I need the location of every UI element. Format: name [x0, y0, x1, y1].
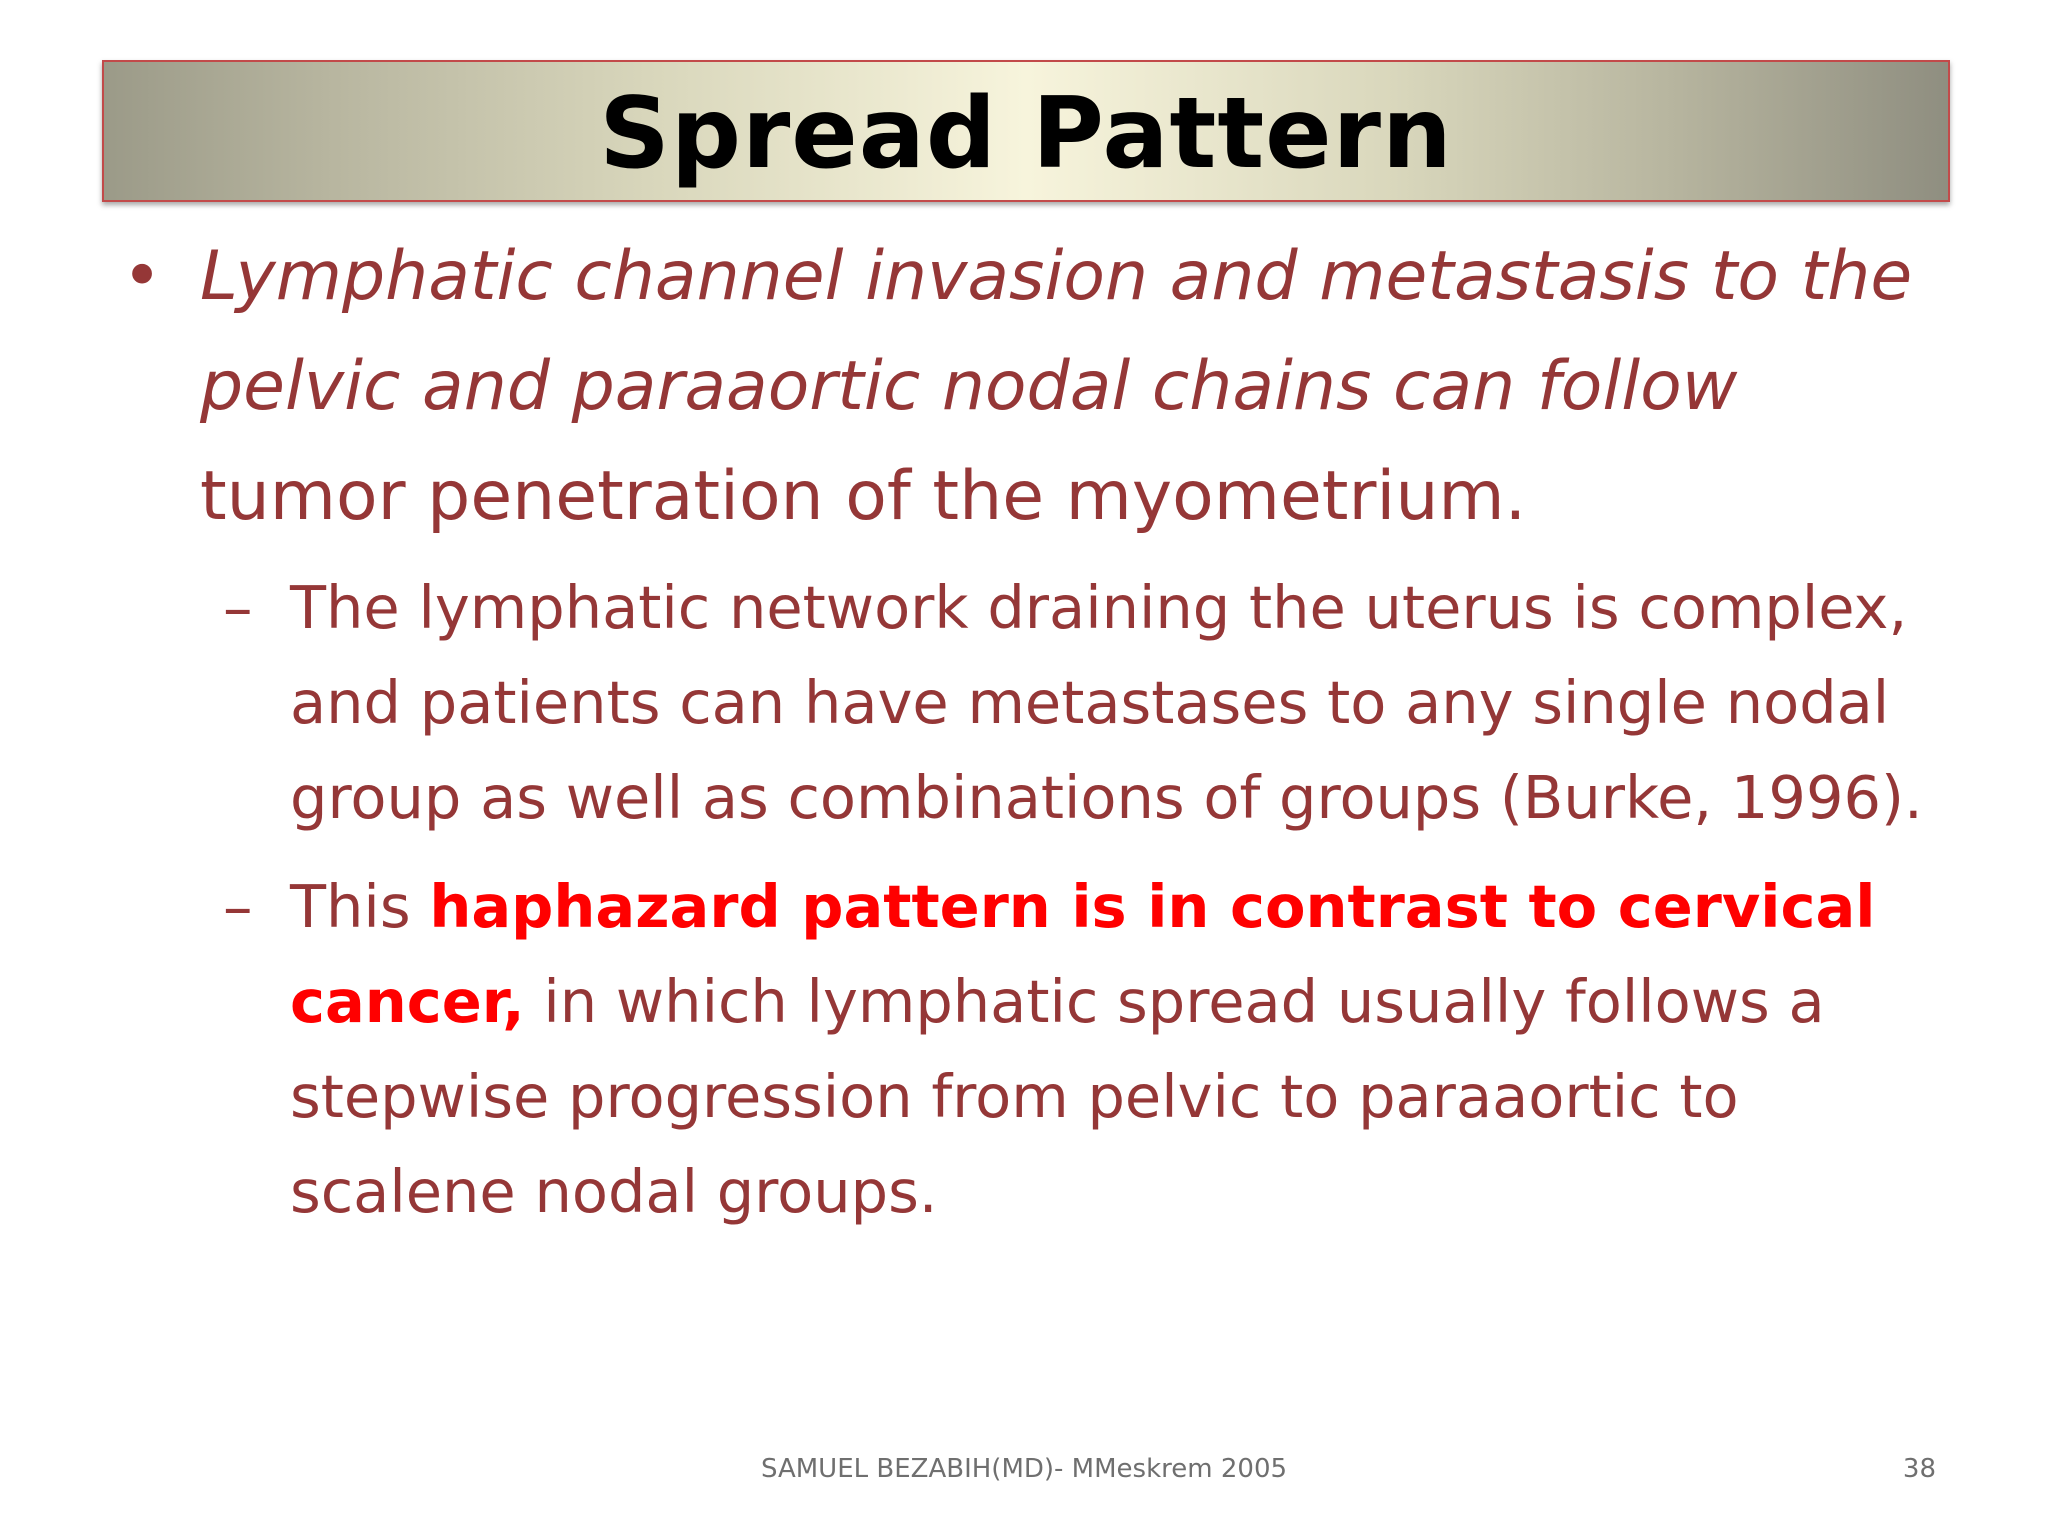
sub-bullet-1-text: The lymphatic network draining the uterus is complex, and patients can have metastases to any single nodal group as well as combinations of groups (Burke, 1996).: [290, 573, 1923, 832]
sub-bullet-1: [120, 560, 1950, 845]
bullet-dot-icon: •: [122, 237, 163, 316]
dash-icon: –: [223, 573, 253, 642]
sub-bullet-2-suffix: in which lymphatic spread usually follows a stepwise progression from pelvic to paraaortic to scalene nodal groups.: [290, 967, 1825, 1226]
slide-content: [120, 222, 1950, 1239]
slide-title: Spread Pattern: [599, 77, 1453, 191]
main-bullet: [120, 222, 1950, 552]
sub-bullet-2-prefix: This: [290, 872, 430, 941]
title-bar: [102, 60, 1950, 202]
slide-number: 38: [1902, 1454, 1936, 1484]
dash-icon: –: [223, 872, 253, 941]
slide-footer: SAMUEL BEZABIH(MD)- MMeskrem 2005: [760, 1454, 1288, 1484]
sub-bullet-2: [120, 859, 1950, 1239]
main-bullet-text: tumor penetration of the myometrium.: [200, 457, 1527, 536]
sub-bullet-2-highlight: haphazard pattern is in contrast to cervical cancer,: [290, 872, 1876, 1036]
main-bullet-italic-text: Lymphatic channel invasion and metastasis to the pelvic and paraaortic nodal chains can follow: [200, 237, 1913, 426]
